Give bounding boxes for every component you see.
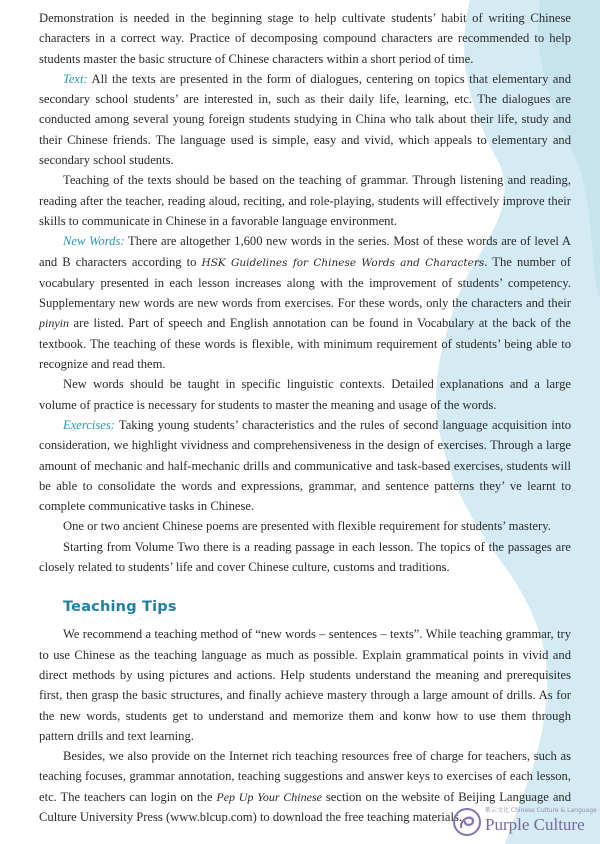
watermark-name: Purple Culture — [485, 815, 585, 834]
exercises-body: Taking young students’ characteristics and the rules of second language acquisition into consideration, we highlight vividness and comprehensiveness in the design of exercises. Through a large amount of mechanic and half-mechanic drills and communicative and task-based exercises, students will be able to consolidate the words and expressions, grammar, and sentence patterns they’ ve learnt to complete communicative tasks in Chinese. — [39, 417, 571, 514]
paragraph-text-body: All the texts are presented in the form of dialogues, centering on topics that elementary and secondary school students’ are interested in, such as their daily life, learning, etc. The dialogues are conducted among several young foreign students studying in China who talk about their life, study and their Chinese friends. The language used is simple, easy and vivid, which appeals to elementary and secondary school students. — [39, 71, 571, 168]
paragraph-reading-passage: Starting from Volume Two there is a reading passage in each lesson. The topics of the passages are closely related to students’ life and cover Chinese culture, customs and traditions. — [39, 539, 571, 575]
new-words-body-c: are listed. Part of speech and English annotation can be found in Vocabulary at the back of the textbook. The teaching of these words is flexible, with minimum requirement of students’ being able to recognize and read them. — [39, 316, 571, 372]
resources-body-b: section on the website of Beijing Language and Culture University Press (www.blcup.com) to download the free teaching materials. — [39, 789, 572, 824]
lead-text: Text: — [63, 71, 88, 86]
paragraph-characters: Demonstration is needed in the beginning stage to help cultivate students’ habit of writing Chinese characters in a correct way. Practice of decomposing compound characters are recommended to help students master the basic structure of Chinese characters within a short period of time. — [39, 11, 571, 66]
lead-exercises: Exercises: — [63, 417, 115, 432]
purple-culture-watermark — [452, 801, 598, 841]
paragraph-poems: One or two ancient Chinese poems are presented with flexible requirement for students’ mastery. — [63, 519, 551, 534]
new-words-body-b: . The number of vocabulary presented in each lesson increases along with the improvement of students’ competency. Supplementary new words are new words from exercises. For these words, only the characters and their — [39, 254, 571, 311]
paragraph-text — [39, 69, 571, 170]
pinyin-term: pinyin — [39, 316, 69, 331]
main-text — [39, 8, 571, 827]
paragraph-new-words — [39, 231, 571, 374]
pep-up-your-chinese-title: Pep Up Your Chinese — [216, 789, 322, 804]
watermark-small-text: 紫云文化 Chinese Culture & Language — [485, 807, 597, 814]
teaching-tips-heading: Teaching Tips — [63, 599, 177, 616]
paragraph-new-words-context: New words should be taught in specific linguistic contexts. Detailed explanations and a large volume of practice is necessary for students to master the meaning and usage of the words. — [39, 377, 571, 412]
hsk-guidelines-title: HSK Guidelines for Chinese Words and Characters — [201, 256, 485, 269]
paragraph-text-teaching: Teaching of the texts should be based on the teaching of grammar. Through listening and reading, reading after the teacher, reading aloud, reciting, and role-playing, students will effectively improve their skills to communicate in Chinese in a favorable language environment. — [39, 173, 571, 228]
lead-new-words: New Words: — [63, 234, 125, 249]
paragraph-teaching-method: We recommend a teaching method of “new words – sentences – texts”. While teaching grammar, try to use Chinese as the teaching language as much as possible. Explain grammatical points in vivid and direct methods by using pictures and actions. Help students understand the meaning and prerequisites first, then grasp the basic structures, and finally achieve mastery through a large amount of drills. As for the new words, students get to understand and memorize them and konw how to use them through pattern drills and text learning. — [39, 627, 571, 743]
paragraph-exercises — [39, 415, 571, 516]
resources-body-a: Besides, we also provide on the Internet rich teaching resources free of charge for teachers, such as teaching focuses, grammar annotation, teaching suggestions and answer keys to exercises of each lesson, etc. The teachers can login on the — [39, 749, 571, 804]
new-words-body-a: There are altogether 1,600 new words in the series. Most of these words are of level A and B characters according to — [39, 234, 571, 269]
purple-culture-logo-icon — [452, 807, 482, 837]
